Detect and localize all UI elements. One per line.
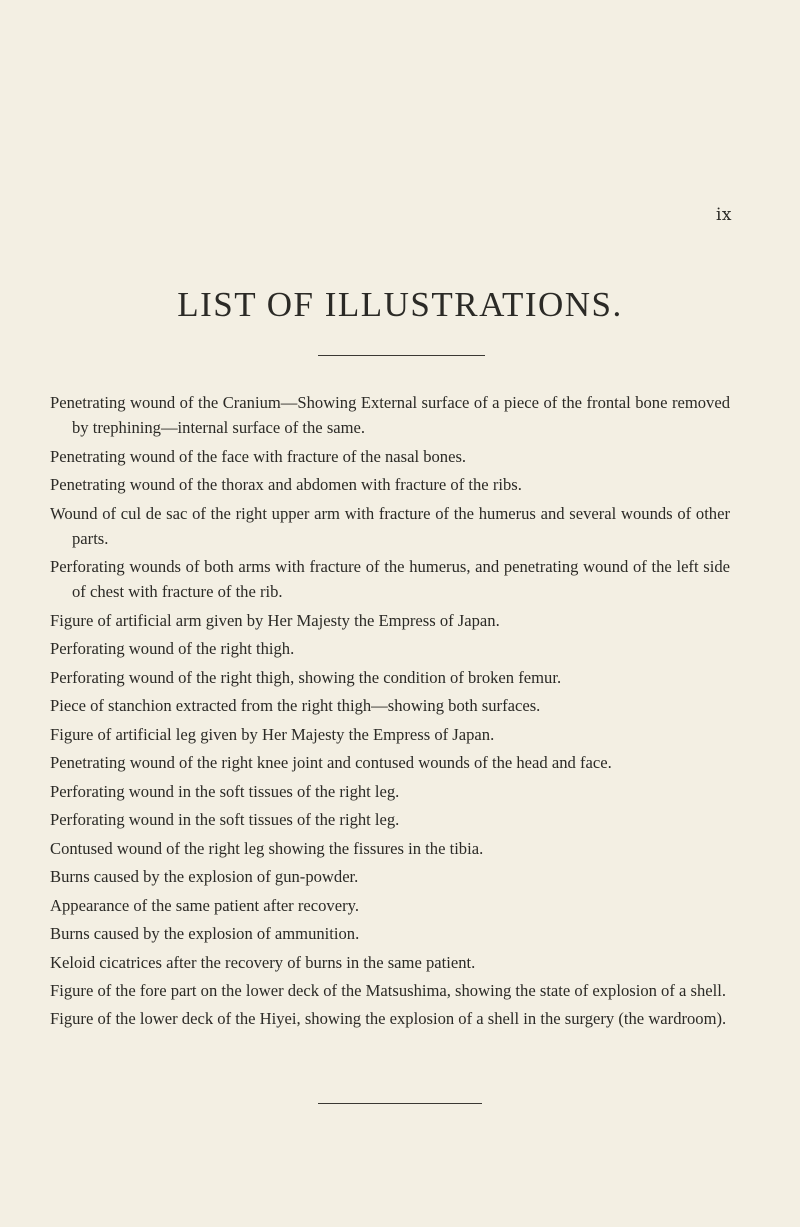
list-item: Penetrating wound of the face with fracture of the nasal bones. xyxy=(50,446,467,466)
illustration-list xyxy=(50,390,730,1035)
list-item: Wound of cul de sac of the right upper arm with fracture of the humerus and several wounds of other parts. xyxy=(50,503,730,548)
list-item: Perforating wound in the soft tissues of the right leg. xyxy=(50,781,400,801)
list-item: Contused wound of the right leg showing the fissures in the tibia. xyxy=(50,838,484,858)
page-number: ix xyxy=(716,205,733,225)
end-divider xyxy=(318,1103,482,1104)
list-item: Penetrating wound of the thorax and abdomen with fracture of the ribs. xyxy=(50,475,522,495)
list-item: Keloid cicatrices after the recovery of burns in the same patient. xyxy=(50,952,476,972)
list-item: Figure of the lower deck of the Hiyei, showing the explosion of a shell in the surgery (the wardroom). xyxy=(50,1009,727,1029)
list-item: Piece of stanchion extracted from the right thigh—showing both surfaces. xyxy=(50,696,541,716)
list-item: Figure of artificial arm given by Her Majesty the Empress of Japan. xyxy=(50,610,500,630)
list-item: Penetrating wound of the Cranium—Showing External surface of a piece of the frontal bone removed by trephining—internal surface of the same. xyxy=(50,393,730,438)
list-item: Perforating wound in the soft tissues of the right leg. xyxy=(50,810,400,830)
title-divider xyxy=(318,355,485,356)
list-item: Burns caused by the explosion of ammunition. xyxy=(50,924,360,944)
list-item: Appearance of the same patient after recovery. xyxy=(50,895,359,915)
list-item: Perforating wound of the right thigh. xyxy=(50,639,295,659)
list-item: Burns caused by the explosion of gun-powder. xyxy=(50,867,359,887)
page-title: LIST OF ILLUSTRATIONS. xyxy=(177,285,623,324)
list-item: Perforating wound of the right thigh, showing the condition of broken femur. xyxy=(50,667,562,687)
list-item: Figure of the fore part on the lower deck of the Matsushima, showing the state of explosion of a shell. xyxy=(50,981,727,1000)
list-item: Figure of artificial leg given by Her Majesty the Empress of Japan. xyxy=(50,724,495,744)
list-item: Perforating wounds of both arms with fracture of the humerus, and penetrating wound of the left side of chest with fracture of the rib. xyxy=(50,557,730,602)
list-item: Penetrating wound of the right knee joint and contused wounds of the head and face. xyxy=(50,753,612,773)
